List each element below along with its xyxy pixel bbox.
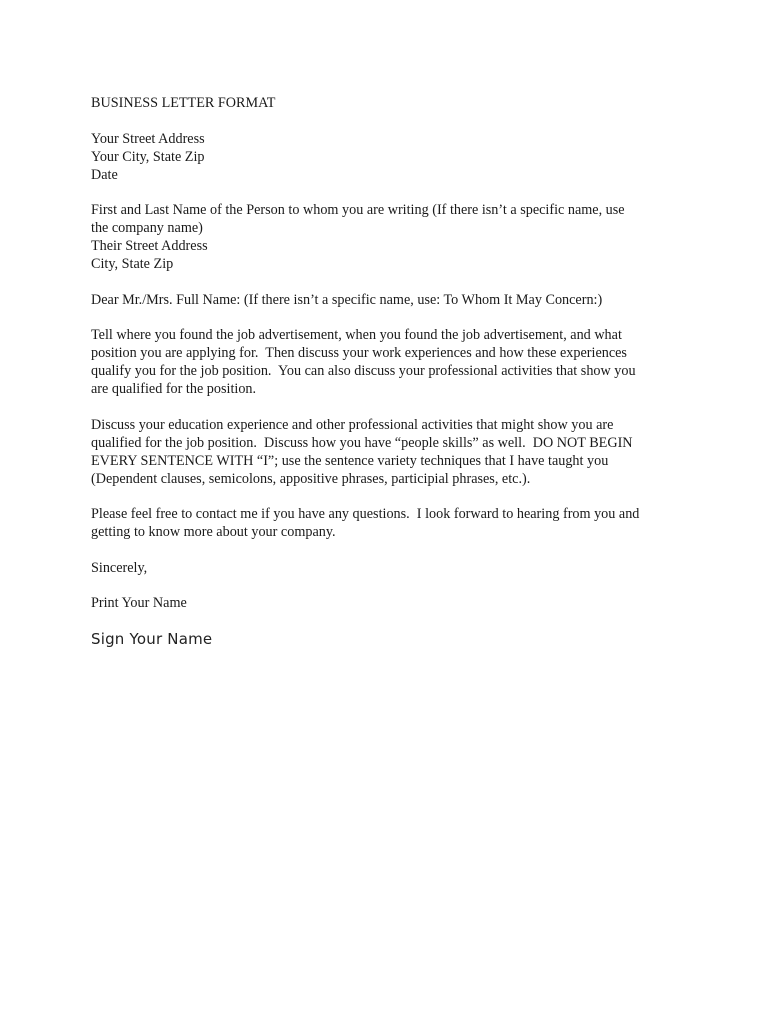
spacer xyxy=(91,612,691,629)
spacer xyxy=(91,184,691,202)
recipient-name-line-1: First and Last Name of the Person to whom you are writing (If there isn’t a specific name, use xyxy=(91,202,625,218)
signature: Sign Your Name xyxy=(91,630,213,648)
spacer xyxy=(91,577,691,595)
printed-name: Print Your Name xyxy=(91,595,187,611)
spacer xyxy=(91,488,691,506)
paragraph-line: getting to know more about your company. xyxy=(91,524,336,540)
paragraph-line: are qualified for the position. xyxy=(91,381,257,397)
closing-paragraph xyxy=(91,505,691,541)
paragraph-line: Discuss your education experience and other professional activities that might show you are xyxy=(91,416,614,433)
paragraph-line: EVERY SENTENCE WITH “I”; use the sentence variety techniques that I have taught you xyxy=(91,452,609,469)
body-paragraph-2 xyxy=(91,416,691,488)
recipient-street: Their Street Address xyxy=(91,238,208,254)
paragraph-line: Tell where you found the job advertisement, when you found the job advertisement, and what xyxy=(91,327,622,343)
sender-address-block xyxy=(91,130,691,184)
spacer xyxy=(91,273,691,291)
recipient-address-block xyxy=(91,201,691,273)
sender-city-state-zip: Your City, State Zip xyxy=(91,148,205,165)
letter-heading: BUSINESS LETTER FORMAT xyxy=(91,95,276,111)
body-paragraph-1 xyxy=(91,326,691,398)
business-letter xyxy=(91,94,691,649)
paragraph-line: (Dependent clauses, semicolons, appositive phrases, participial phrases, etc.). xyxy=(91,470,531,487)
paragraph-line: Please feel free to contact me if you have any questions. I look forward to hearing from you and xyxy=(91,506,640,522)
complimentary-closing: Sincerely, xyxy=(91,559,148,576)
recipient-name-line-2: the company name) xyxy=(91,220,203,236)
recipient-city-state-zip: City, State Zip xyxy=(91,256,174,272)
spacer xyxy=(91,112,691,130)
paragraph-line: qualified for the job position. Discuss how you have “people skills” as well. DO NOT BEGIN xyxy=(91,434,633,451)
letter-date: Date xyxy=(91,166,118,183)
spacer xyxy=(91,398,691,416)
spacer xyxy=(91,309,691,327)
spacer xyxy=(91,541,691,559)
paragraph-line: qualify you for the job position. You can also discuss your professional activities that show you xyxy=(91,363,636,379)
sender-street: Your Street Address xyxy=(91,130,205,147)
paragraph-line: position you are applying for. Then discuss your work experiences and how these experiences xyxy=(91,345,627,361)
salutation: Dear Mr./Mrs. Full Name: (If there isn’t a specific name, use: To Whom It May Concern:) xyxy=(91,291,603,308)
